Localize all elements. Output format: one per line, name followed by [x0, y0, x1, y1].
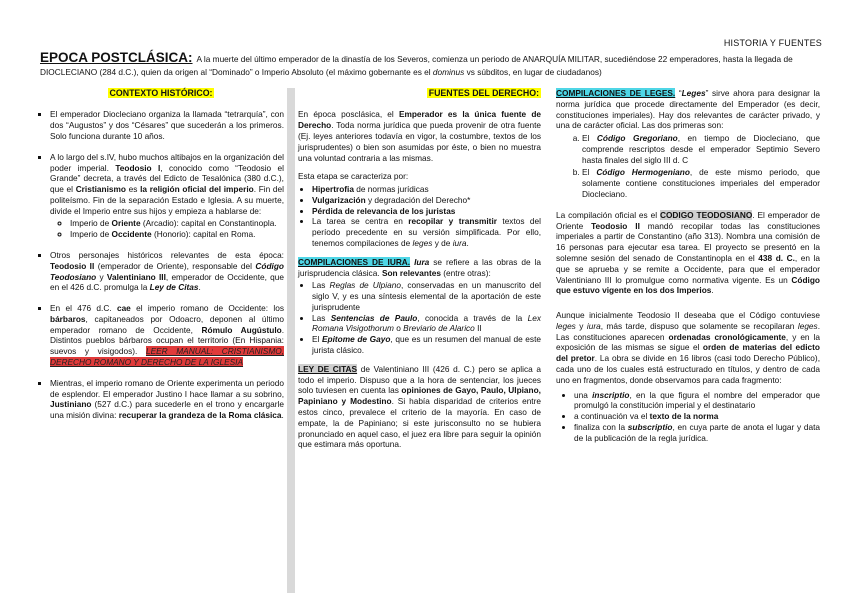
paragraph: La compilación oficial es el CODIGO TEODOSIANO. El emperador de Oriente Teodosio II mandó recopilar todas las constituciones imperiales a partir de Constantino (año 313). Nombra una comisión de 16 personas para ejecutar esa tarea. El proyecto se presentó en la solemne sesión del senado de Constantinopla en el 438 d. C., en la que se aprueba y se remite a Occidente, para que el emperador Valentiniano III lo promulgue como normativa vigente. Es un Código que estuvo vigente en los dos Imperios.: [556, 209, 821, 296]
list-item: a. El Código Gregoriano, en tiempo de Diocleciano, que comprende rescriptos desde el emperador Septimio Severo hasta finales del siglo III d. C: [582, 133, 820, 165]
iura-list: [298, 280, 541, 355]
list-item: b. El Código Hermogeniano, de este mismo periodo, que solamente contiene constituciones imperiales del emperador Diocleciano.: [582, 167, 820, 199]
paragraph: Esta etapa se caracteriza por:: [298, 171, 409, 182]
codigos-list: [556, 133, 820, 200]
caracteristicas-list: [298, 184, 541, 249]
heading-contexto: CONTEXTO HISTÓRICO:: [109, 88, 213, 98]
list-item: • Las Reglas de Ulpiano, conservadas en un manuscrito del siglo V, y es una síntesis elemental de la aportación de este jurisprudente: [312, 280, 541, 312]
column-divider: [287, 88, 295, 593]
list-item: ▪ Mientras, el imperio romano de Oriente experimenta un periodo de esplendor. El emperador Justino I hace llamar a su sobrino, Justiniano (527 d.C.) para sucederle en el trono y encargarle una misión divina: recuperar la grandeza de la Roma clásica.: [50, 378, 284, 421]
paragraph: Aunque inicialmente Teodosio II deseaba que el Código contuviese leges y iura, más tarde, dispuso que solamente se recopilaran leges. Las constituciones aparecen ordenadas cronológicamente, y en la exposición de las mismas se sigue el orden de materias del edicto del pretor. La obra se divide en 16 libros (casi todo Derecho Público), cada uno de los cuales está estructurado en títulos, y dentro de cada uno en fragmentos, donde observamos para cada fragmento:: [556, 310, 821, 385]
intro-text: A la muerte del último emperador de la dinastía de los Severos, comienza un periodo de ANARQUÍA MILITAR, sucediéndose 22 emperadores, hasta la llegada de DIOCLECIANO (284 d.C.), quien da origen al “Dominado” o Imperio Absoluto (el máximo gobernante es el: [40, 54, 793, 78]
heading-ley-de-citas: LEY DE CITAS: [298, 363, 358, 374]
section-heading: EPOCA POSTCLÁSICA:: [40, 50, 193, 65]
column-leges: [556, 88, 820, 443]
paragraph: LEY DE CITAS de Valentiniano III (426 d. C.) pero se aplica a todo el imperio. Dispuso que a la hora de sentenciar, los jueces solo tuviesen en cuenta las opiniones de Gayo, Paulo, Ulpiano, Papiniano y Modestino. Si había disparidad de criterios entre estos cinco, prevalece el criterio de la mayoría. En caso de empate, la de Papiniano; si este jurisconsulto no se hubiera pronunciado en aquel caso, el juez era libre para seguir la opinión que estimara más oportuna.: [298, 363, 542, 450]
list-item: • a continuación va el texto de la norma: [574, 411, 820, 422]
contexto-list: [38, 109, 284, 421]
heading-leges: COMPILACIONES DE LEGES.: [556, 88, 676, 98]
list-item: • finaliza con la subscriptio, en cuya parte de anota el lugar y data de la publicación de la regla jurídica.: [574, 422, 820, 444]
list-item: • Las Sentencias de Paulo, conocida a través de la Lex Romana Visigothorum o Breviario de Alarico II: [312, 313, 541, 335]
column-contexto: [38, 88, 284, 431]
list-item: • Hipertrofia de normas jurídicas: [312, 184, 541, 195]
heading-fuentes: FUENTES DEL DERECHO:: [428, 88, 539, 98]
list-item: ◦ Imperio de Oriente (Arcadio): capital en Constantinopla.: [70, 218, 284, 229]
column-fuentes: [298, 88, 541, 458]
page-header-title: HISTORIA Y FUENTES: [723, 38, 822, 48]
list-item: ▪ En el 476 d.C. cae el imperio romano de Occidente: los bárbaros, capitaneados por Odoacro, deponen al último emperador romano de Occidente, Rómulo Augústulo. Distintos pueblos bárbaros ocupan el territorio (En Hispania: suevos y visigodos). LEER MANUAL: CRISTIANISMO, DERECHO ROMANO Y DERECHO DE LA IGLESIA: [50, 303, 284, 368]
paragraph: COMPILACIONES DE IURA. Iura se refiere a las obras de la jurisprudencia clásica. Son relevantes (entre otras):: [298, 256, 541, 278]
imperio-sublist: [50, 218, 284, 240]
intro-text-italic: dominus: [432, 67, 465, 78]
list-item: ▪ El emperador Diocleciano organiza la llamada “tetrarquía”, con dos “Augustos” y dos “Césares” que sucederán a los primeros. Solo funciona durante 10 años.: [50, 109, 284, 141]
list-item: • una inscriptio, en la que figura el nombre del emperador que promulgó la constitución imperial y el destinatario: [574, 390, 820, 412]
paragraph: COMPILACIONES DE LEGES. “Leges” sirve ahora para designar la norma jurídica que procede directamente del Emperador (es decir, constituciones imperiales). Hay dos relevantes de carácter privado, y una de carácter oficial. Las dos primeras son:: [556, 88, 820, 131]
list-item: ▪ Otros personajes históricos relevantes de esta época: Teodosio II (emperador de Oriente), responsable del Código Teodosiano y Valentiniano III, emperador de Occidente, que en el 426 d.C. promulga la Ley de Citas.: [50, 250, 284, 293]
heading-iura: COMPILACIONES DE IURA.: [298, 256, 411, 267]
intro-paragraph: [40, 49, 820, 78]
list-item: • El Epitome de Gayo, que es un resumen del manual de este jurista clásico.: [312, 334, 541, 356]
paragraph: En época posclásica, el Emperador es la única fuente de Derecho. Toda norma jurídica que pueda provenir de otra fuente (Ej. leyes anteriores todavía en vigor, la costumbre, textos de los jurisprudentes) o bien son asumidas por éste, o bien no muestra una voluntad contraria a las mismas.: [298, 109, 542, 163]
fragmento-list: [556, 390, 820, 444]
codigo-teodosiano-label: CODIGO TEODOSIANO: [659, 209, 753, 220]
leer-manual-note: LEER MANUAL: CRISTIANISMO, DERECHO ROMANO Y DERECHO DE LA IGLESIA: [50, 346, 284, 368]
list-item: • Vulgarización y degradación del Derecho*: [312, 195, 541, 206]
list-item: • Pérdida de relevancia de los juristas: [312, 206, 541, 217]
intro-text-end: vs súbditos, en lugar de ciudadanos): [464, 67, 602, 78]
list-item: • La tarea se centra en recopilar y transmitir textos del período precedente en su versión simplificada. Por ello, tenemos compilaciones de leges y de iura.: [312, 216, 541, 248]
list-item: ◦ Imperio de Occidente (Honorio): capital en Roma.: [70, 229, 284, 240]
list-item: ▪ A lo largo del s.IV, hubo muchos altibajos en la organización del poder imperial. Teodosio I, conocido como “Teodosio el Grande” decreta, a través del Edicto de Tesalónica (380 d.C.), que el Cristianismo es la religión oficial del imperio. Fin del politeísmo. Fin de la separación Estado e Iglesia. A su muerte, divide el Imperio entre sus hijos y empieza a hablarse de: ◦ Imperio de Oriente (Arcadio): capital en Constantinopla. ◦ Imperio de Occidente (Honorio): capital en Roma.: [50, 152, 284, 240]
